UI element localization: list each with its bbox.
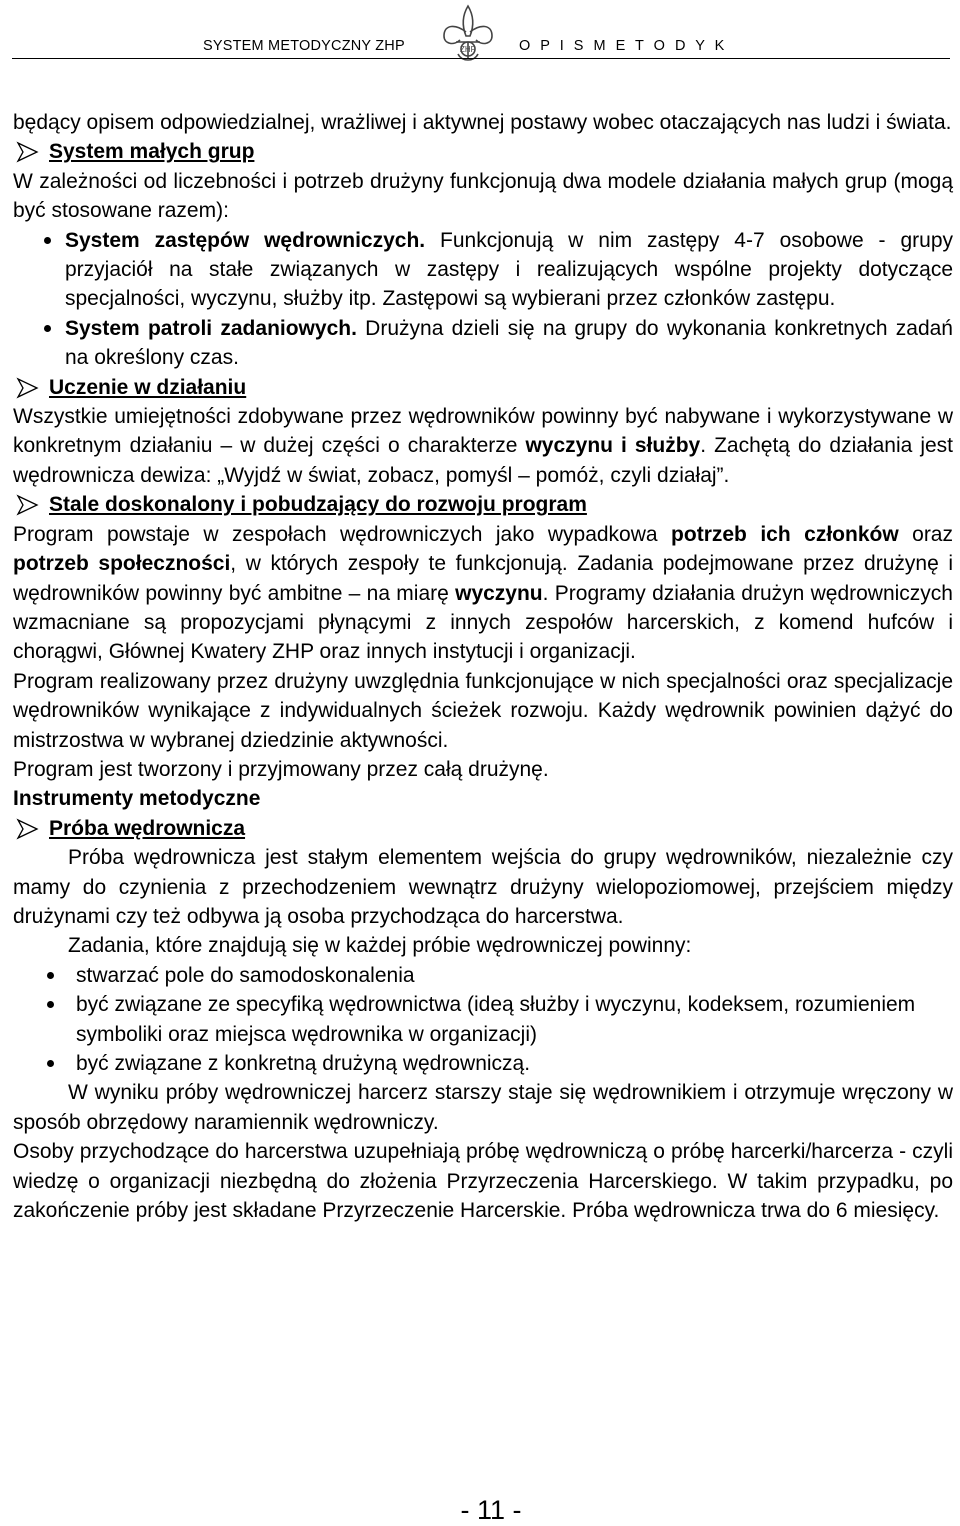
header-left-title: SYSTEM METODYCZNY ZHP: [203, 38, 405, 54]
list-item: [13, 961, 953, 990]
arrow-bullet-icon: [13, 814, 43, 843]
text-run-bold: potrzeb społeczności: [13, 552, 231, 576]
text-run-bold: wyczynu: [455, 581, 543, 605]
svg-text:ZHP: ZHP: [460, 45, 476, 54]
list-item: [13, 1049, 953, 1078]
paragraph: [13, 520, 953, 667]
list-item-text: być związane z konkretną drużyną wędrowniczą.: [76, 1052, 531, 1075]
subsection-heading-instruments: Instrumenty metodyczne: [13, 787, 261, 811]
section-heading-small-groups: [13, 137, 953, 166]
text-run: Wszystkie umiejętności zdobywane przez wędrowników powinny być nabywane i wykorzystywane w konkretnym działaniu – w dużej części o charakterze: [13, 405, 953, 458]
section-title: System małych grup: [49, 140, 255, 164]
list-item: [13, 990, 953, 1049]
text-run: Program powstaje w zespołach wędrowniczych jako wypadkowa: [13, 522, 672, 546]
section-heading-learning-by-doing: [13, 373, 953, 402]
bullet-dot-icon: [44, 325, 51, 332]
page-footer: [0, 1495, 960, 1525]
section-title: Uczenie w działaniu: [49, 375, 247, 399]
paragraph: W zależności od liczebności i potrzeb drużyny funkcjonują dwa modele działania małych grup (mogą być stosowane razem):: [13, 169, 953, 223]
list-item-text: być związane ze specyfiką wędrownictwa (ideą służby i wyczynu, kodeksem, rozumieniem symboliki oraz miejsca wędrownika w organizacji): [76, 993, 916, 1046]
arrow-bullet-icon: [13, 373, 43, 402]
text-run-bold: potrzeb ich członków: [671, 522, 899, 546]
bullet-dot-icon: [44, 237, 51, 244]
bullet-dot-icon: [47, 1001, 54, 1008]
arrow-bullet-icon: [13, 137, 43, 166]
paragraph: Program realizowany przez drużyny uwzględnia funkcjonujące w nich specjalności oraz specjalizacje wędrowników wynikające z indywidualnych ścieżek rozwoju. Każdy wędrownik powinien dążyć do mistrzostwa w wybranej dziedzinie aktywności.: [13, 669, 953, 752]
text-run: , w których zespoły te funkcjonują. Zadania podejmowane przez drużynę i wędrowników powinny być ambitne – na miarę: [13, 552, 953, 605]
bullet-dot-icon: [47, 1060, 54, 1067]
paragraph: W wyniku próby wędrowniczej harcerz starszy staje się wędrownikiem i otrzymuje wręczony w sposób obrzędowy naramiennik wędrowniczy.: [13, 1081, 953, 1134]
list-item-text: Drużyna dzieli się na grupy do wykonania konkretnych zadań na określony czas.: [65, 316, 953, 370]
section-title: Próba wędrownicza: [49, 816, 246, 840]
paragraph: Próba wędrownicza jest stałym elementem wejścia do grupy wędrowników, niezależnie czy mamy do czynienia z przechodzeniem wewnątrz drużyny wielopoziomowej, przejściem między drużynami czy też odbywa ją osoba przychodząca do harcerstwa.: [13, 846, 953, 928]
text-run: . Programy działania drużyn wędrowniczych wzmacniane są propozycjami płynącymi z innych zespołów harcerskich, z komend hufców i chorągwi, Głównej Kwatery ZHP oraz innych instytucji i organizacji.: [13, 581, 953, 664]
paragraph: Program jest tworzony i przyjmowany przez całą drużynę.: [13, 757, 549, 781]
text-run: oraz: [898, 522, 953, 546]
list-item-bold: System patroli zadaniowych.: [65, 316, 357, 340]
section-heading-rover-test: [13, 814, 953, 843]
paragraph: [13, 402, 953, 490]
header-divider: [12, 58, 950, 59]
list-item-text: Funkcjonują w nim zastępy 4-7 osobowe - grupy przyjaciół na stałe związanych w zastępy i realizujących wspólne projekty dotyczące specjalności, wyczynu, służby itp. Zastępowi są wybierani przez członków zastępu.: [65, 228, 953, 311]
list-item: [13, 226, 953, 314]
paragraph: Osoby przychodzące do harcerstwa uzupełniają próbę wędrowniczą o próbę harcerki/harcerza - czyli wiedzę o organizacji niezbędną do złożenia Przyrzeczenia Harcerskiego. W takim przypadku, po zakończenie próby jest składane Przyrzeczenie Harcerskie. Próba wędrownicza trwa do 6 miesięcy.: [13, 1140, 953, 1223]
zhp-lily-emblem-icon: [432, 2, 504, 70]
text-run: . Zachętą do działania jest wędrownicza dewiza: „Wyjdź w świat, zobacz, pomyśl – pomóż, czyli działaj”.: [13, 434, 953, 487]
arrow-bullet-icon: [13, 490, 43, 519]
section-heading-program: [13, 490, 953, 519]
page-content: [13, 108, 953, 1225]
list-item: [13, 314, 953, 373]
page-header: [0, 0, 960, 70]
section-title: Stale doskonalony i pobudzający do rozwoju program: [49, 493, 587, 517]
bullet-dot-icon: [47, 972, 54, 979]
page-number: - 11 -: [460, 1495, 522, 1525]
list-item-bold: System zastępów wędrowniczych.: [65, 228, 426, 252]
intro-paragraph: będący opisem odpowiedzialnej, wrażliwej i aktywnej postawy wobec otaczających nas ludzi i świata.: [13, 111, 952, 134]
header-right-title: O P I S M E T O D Y K: [519, 38, 728, 54]
text-run-bold: wyczynu i służby: [525, 434, 701, 458]
paragraph: Zadania, które znajdują się w każdej próbie wędrowniczej powinny:: [68, 934, 692, 958]
list-item-text: stwarzać pole do samodoskonalenia: [76, 963, 415, 987]
